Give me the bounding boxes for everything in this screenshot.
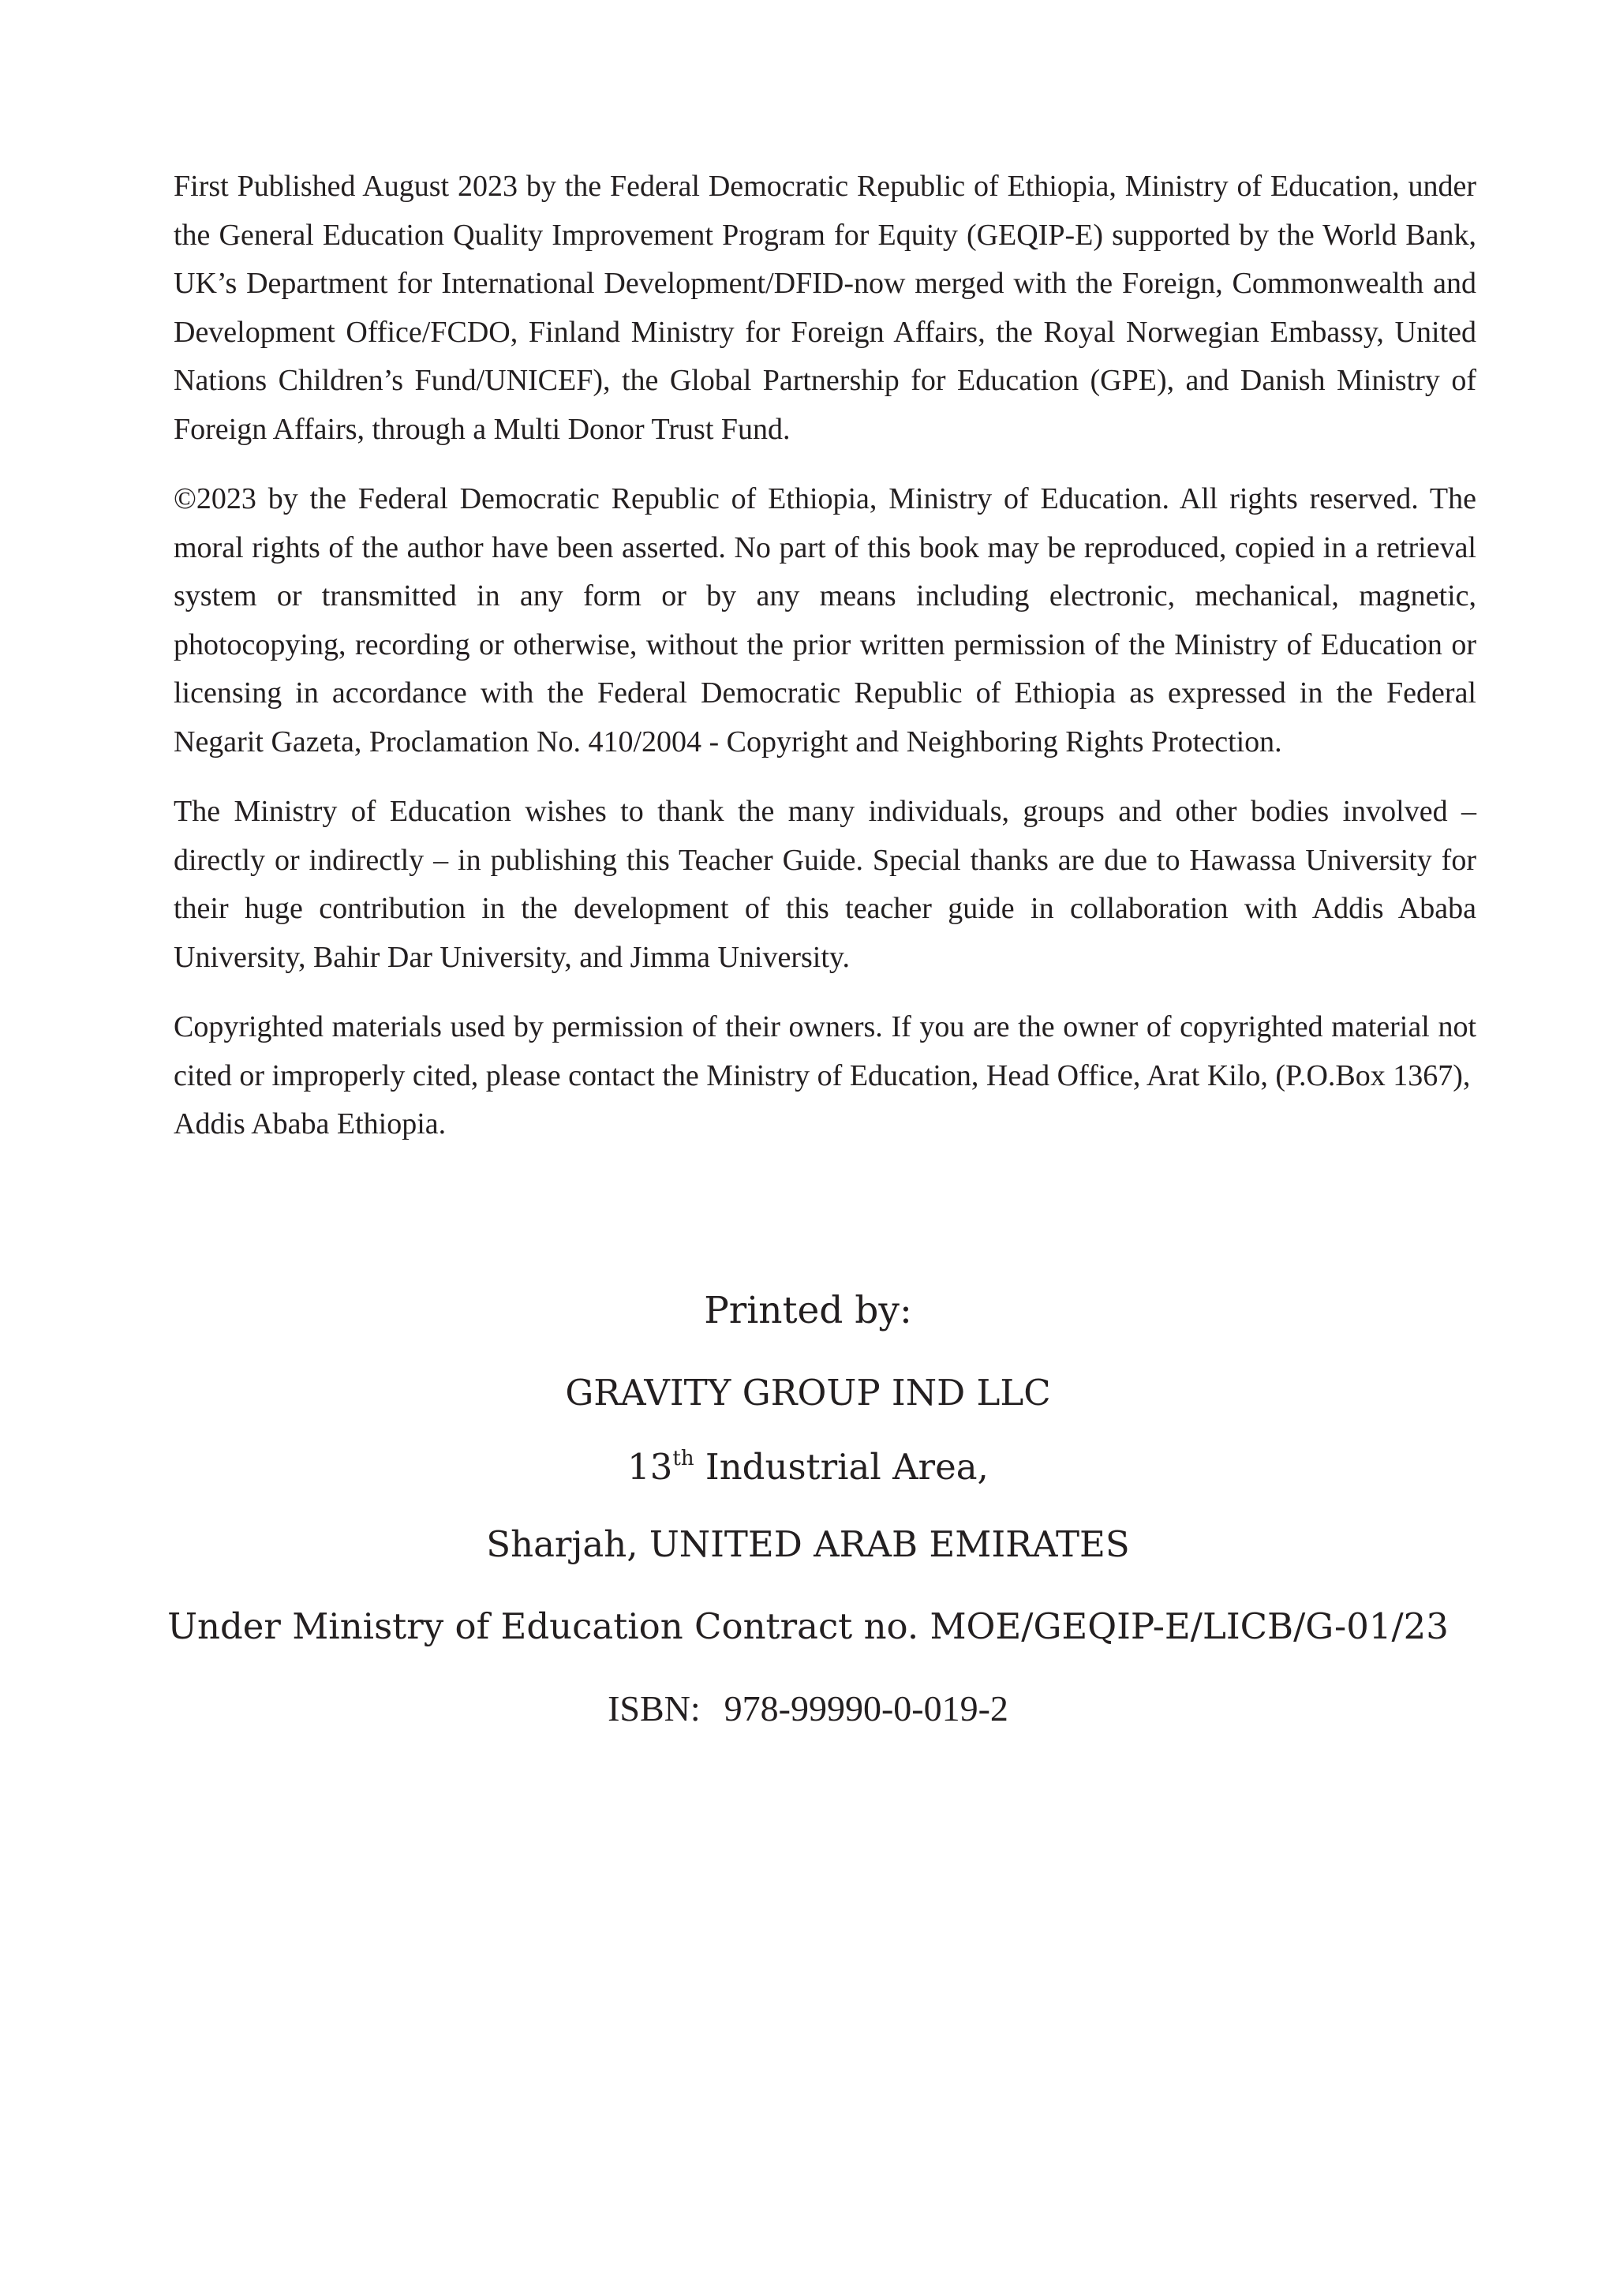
copyright-paragraph: ©2023 by the Federal Democratic Republic of Ethiopia, Ministry of Education. All rights reserved. The moral rights of the author have been asserted. No part of this book may be reproduced, copied in a retrieval system or transmitted in any form or by any means including electronic, mechanical, magnetic, photocopying, recording or otherwise, without the prior written permission of the Ministry of Education or licensing in accordance with the Federal Democratic Republic of Ethiopia as expressed in the Federal Negarit Gazeta, Proclamation No. 410/2004 - Copyright and Neighboring Rights Protection. [174, 482, 1476, 758]
printer-city-line: Sharjah, UNITED ARAB EMIRATES [486, 1523, 1130, 1565]
publication-paragraph: First Published August 2023 by the Federal Democratic Republic of Ethiopia, Ministry of Education, under the General Education Quality Improvement Program for Equity (GEQIP-E) supported by the World Bank, UK’s Department for International Development/DFID-now merged with the Foreign, Commonwealth and Development Office/FCDO, Finland Ministry for Foreign Affairs, the Royal Norwegian Embassy, United Nations Children’s Fund/UNICEF), the Global Partnership for Education (GPE), and Danish Ministry of Foreign Affairs, through a Multi Donor Trust Fund. [174, 170, 1476, 446]
isbn-value: 978-99990-0-019-2 [724, 1688, 1008, 1729]
acknowledgement-paragraph: The Ministry of Education wishes to thank the many individuals, groups and other bodies involved – directly or indirectly – in publishing this Teacher Guide. Special thanks are due to Hawassa University for their huge contribution in the development of this teacher guide in collaboration with Addis Ababa University, Bahir Dar University, and Jimma University. [174, 795, 1476, 974]
imprint-body [174, 163, 1476, 1170]
isbn-line [0, 1686, 1616, 1732]
printer-area-number: 13 [627, 1446, 673, 1488]
printer-area-text: Industrial Area, [694, 1446, 989, 1488]
contract-line: Under Ministry of Education Contract no. MOE/GEQIP-E/LICB/G-01/23 [167, 1605, 1449, 1647]
printer-area-suffix: th [672, 1447, 694, 1470]
printer-company-name: GRAVITY GROUP IND LLC [565, 1372, 1051, 1414]
address-line: Addis Ababa Ethiopia. [174, 1107, 447, 1141]
isbn-label: ISBN: [608, 1688, 701, 1729]
printer-area-line [0, 1444, 1616, 1490]
permissions-paragraph: Copyrighted materials used by permission of their owners. If you are the owner of copyrighted material not cited or improperly cited, please contact the Ministry of Education, Head Office, Arat Kilo, (P.O.Box 1367), [174, 1010, 1476, 1092]
printed-by-label: Printed by: [704, 1289, 912, 1332]
